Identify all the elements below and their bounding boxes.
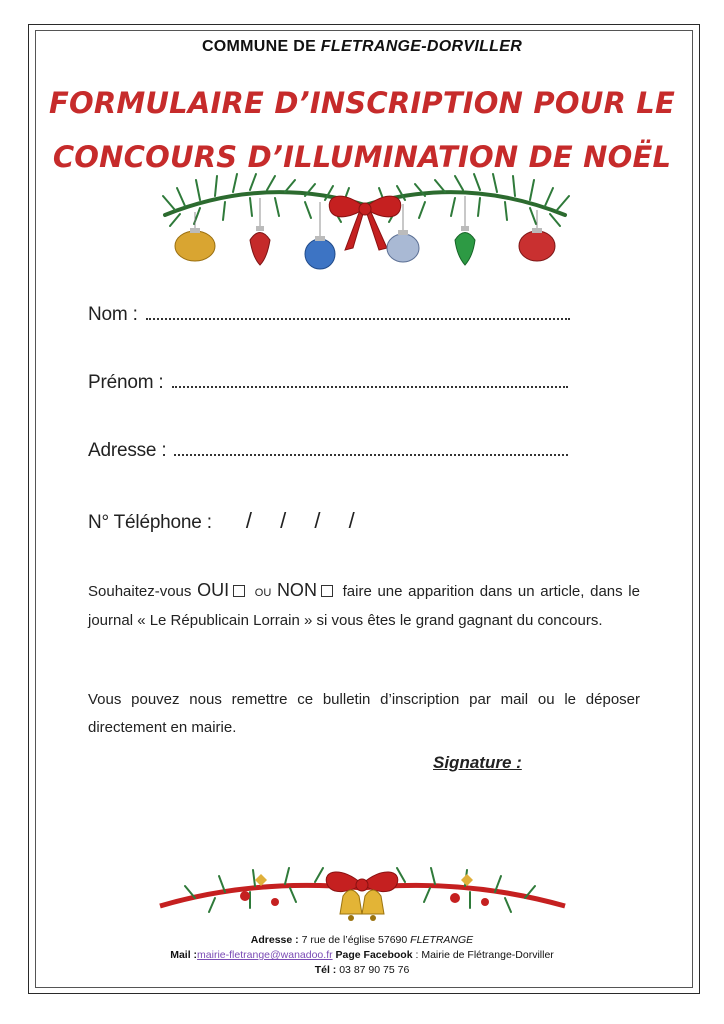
adresse-field[interactable] [88, 440, 568, 462]
non-label: NON [276, 580, 317, 600]
address-town: FLETRANGE [410, 934, 474, 946]
phone-slash: / [280, 508, 287, 533]
telephone-field[interactable] [88, 508, 377, 534]
prenom-input-line[interactable] [172, 372, 568, 388]
question-intro: Souhaitez-vous [88, 583, 192, 600]
address-label: Adresse : [250, 934, 299, 946]
facebook-value: : Mairie de Flétrange-Dorviller [415, 949, 554, 961]
commune-name: FLETRANGE-DORVILLER [320, 38, 523, 55]
ou-label: OU [254, 587, 272, 599]
christmas-garland-illustration [155, 170, 575, 275]
form-title-line2: CONCOURS D’ILLUMINATION DE NOËL [52, 140, 672, 174]
facebook-label: Page Facebook [335, 949, 413, 961]
question-rest: faire une apparition dans un article, dans le journal « Le Républicain Lorrain » si vous êtes le grand gagnant du concours. [88, 583, 640, 629]
commune-prefix: COMMUNE DE [201, 38, 317, 55]
form-title-line1: FORMULAIRE D’INSCRIPTION POUR LE [48, 86, 675, 120]
nom-field[interactable] [88, 304, 570, 326]
mail-label: Mail : [170, 949, 198, 961]
telephone-label: N° Téléphone : [88, 512, 212, 533]
nom-input-line[interactable] [146, 304, 570, 320]
footer-contact [0, 948, 724, 963]
bells-garland-illustration [155, 858, 570, 928]
instructions-text: Vous pouvez nous remettre ce bulletin d’inscription par mail ou le déposer directement en mairie. [88, 691, 640, 736]
oui-label: OUI [197, 580, 230, 600]
tel-value: 03 87 90 75 76 [339, 964, 410, 976]
commune-header [0, 38, 724, 56]
phone-slash: / [245, 508, 252, 533]
telephone-input-slashes[interactable] [246, 508, 377, 534]
phone-slash: / [348, 508, 355, 533]
signature-label: Signature : [433, 753, 522, 772]
publication-question [88, 576, 640, 635]
address-value: 7 rue de l’église 57690 [301, 934, 408, 946]
non-checkbox[interactable] [321, 585, 333, 597]
adresse-input-line[interactable] [174, 440, 568, 456]
oui-checkbox[interactable] [233, 585, 245, 597]
tel-label: Tél : [314, 964, 337, 976]
footer-phone [0, 963, 724, 978]
adresse-label: Adresse : [88, 440, 167, 461]
mail-link[interactable]: mairie-fletrange@wanadoo.fr [197, 949, 333, 961]
prenom-field[interactable] [88, 372, 568, 394]
prenom-label: Prénom : [88, 372, 164, 393]
footer-address [0, 933, 724, 948]
phone-slash: / [314, 508, 321, 533]
nom-label: Nom : [88, 304, 138, 325]
